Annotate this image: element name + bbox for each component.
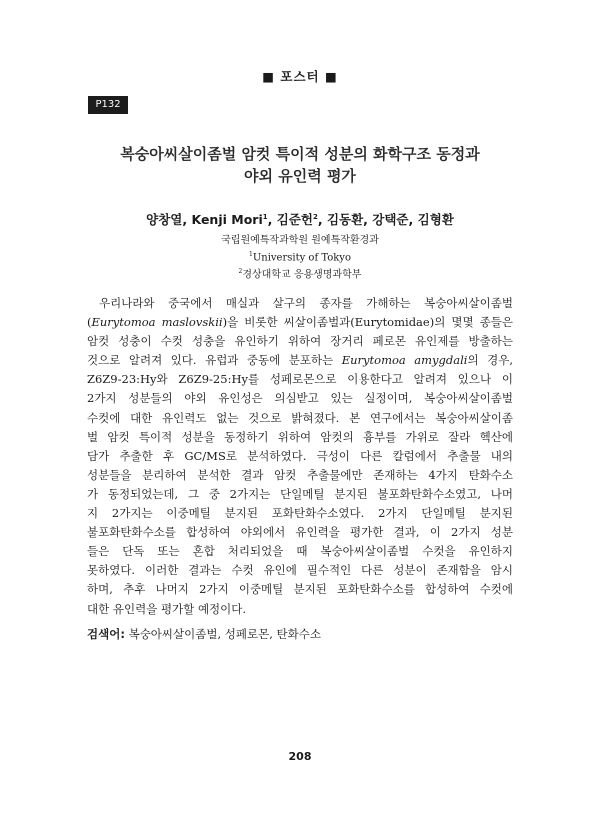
section-header: ■ 포스터 ■ — [262, 69, 338, 84]
abstract-text: 수컷에 대한 유인력도 없는 것으로 밝혀졌다. 본 연구에서는 복숭아씨살이좀 — [87, 410, 513, 425]
author-name: 강택준 — [372, 212, 409, 227]
abstract-line — [87, 351, 513, 370]
abstract-text: 2가지 성분들의 야외 유인성은 의심받고 있는 실정이며, 복숭아씨살이좀벌 — [87, 391, 513, 406]
paper-title — [0, 143, 600, 187]
abstract-text: 성분들을 분리하여 분석한 결과 암컷 추출물에만 존재하는 4가지 탄화수소 — [87, 467, 513, 482]
abstract-body — [87, 294, 513, 619]
affiliation-mark: 2 — [238, 268, 243, 276]
abstract-text: 벌 암컷 특이적 성분을 동정하기 위하여 암컷의 흉부를 가위로 잘라 헥산에 — [87, 429, 513, 444]
abstract-line — [87, 409, 513, 428]
keywords-label: 검색어: — [87, 627, 125, 641]
abstract-text: 가 동정되었는데, 그 중 2가지는 단일메틸 분지된 불포화탄화수소였고, 나머 — [87, 486, 513, 501]
abstract-line — [87, 313, 513, 332]
abstract-text: )을 비롯한 씨살이좀벌과(Eurytomidae)의 몇몇 종들은 — [222, 315, 513, 330]
abstract-text: 들은 단독 또는 혼합 처리되었을 때 복숭아씨살이좀벌 수컷을 유인하지 — [87, 544, 513, 559]
abstract-line — [87, 370, 513, 389]
abstract-text: 우리나라와 중국에서 매실과 살구의 종자를 가해하는 복숭아씨살이좀벌 — [99, 296, 513, 310]
abstract-text: 못하였다. 이러한 결과는 수컷 유인에 필수적인 다른 성분이 존재함을 암시 — [87, 563, 513, 578]
abstract-text: ( — [87, 315, 92, 330]
abstract-line — [87, 542, 513, 561]
abstract-line — [87, 600, 513, 619]
title-line-1: 복숭아씨살이좀벌 암컷 특이적 성분의 화학구조 동정과 — [120, 145, 480, 163]
species-name: Eurytomoa maslovskii — [91, 315, 223, 330]
abstract-line — [87, 523, 513, 542]
author-list: 양창열, Kenji Mori$^1$, 김준헌$^2$, 김동환, 강택준, 김형환 — [146, 212, 454, 227]
abstract-text: 담가 추출한 후 GC/MS로 분석하였다. 극성이 다른 칼럼에서 추출물 내의 — [87, 448, 513, 463]
affiliation-mark: 1 — [249, 251, 253, 258]
author-name: Kenji Mori — [191, 212, 263, 227]
affiliation-line: $^2$경상대학교 응용생명과학부 — [238, 268, 362, 281]
abstract-line — [87, 504, 513, 523]
author-affiliation-mark: 1 — [262, 212, 268, 221]
abstract-text: 암컷 성충이 수컷 성충을 유인하기 위하여 장거리 페로몬 유인제를 방출하는 — [87, 334, 513, 349]
title-line-2: 야외 유인력 평가 — [244, 167, 356, 185]
author-name: 양창열 — [146, 212, 183, 227]
species-name: Eurytomoa amygdali — [341, 353, 468, 368]
author-affiliation-mark: 2 — [312, 212, 318, 221]
abstract-line — [87, 561, 513, 580]
abstract-text: 대한 유인력을 평가할 예정이다. — [87, 601, 247, 616]
abstract-text: 지 2가지는 이중메틸 분지된 포화탄화수소였다. 2가지 단일메틸 분지된 — [87, 506, 513, 521]
affiliation-line: 국립원예특작과학원 원예특작환경과 — [221, 235, 379, 246]
abstract-text: Z6Z9-23:Hy와 Z6Z9-25:Hy를 성페로몬으로 이용한다고 알려져 있으나 이 — [87, 372, 513, 387]
abstract-line — [87, 332, 513, 351]
abstract-text: 것으로 알려져 있다. 유럽과 중동에 분포하는 — [87, 353, 342, 368]
abstract-text: 의 경우, — [467, 353, 513, 368]
author-name: 김형환 — [417, 212, 454, 227]
author-name: 김준헌 — [276, 212, 313, 227]
abstract-line — [87, 447, 513, 466]
abstract-line — [87, 466, 513, 485]
abstract-text: 하며, 추후 나머지 2가지 이중메틸 분지된 포화탄화수소를 합성하여 수컷에 — [87, 582, 513, 597]
abstract-line — [87, 580, 513, 599]
affiliation-line: $^1$University of Tokyo — [249, 251, 351, 264]
keywords-text: 복숭아씨살이좀벌, 성페로몬, 탄화수소 — [124, 627, 321, 641]
abstract-line — [87, 485, 513, 504]
author-name: 김동환 — [326, 212, 364, 227]
poster-id-badge: P132 — [88, 96, 128, 114]
affiliation-list — [0, 234, 600, 283]
keywords — [87, 626, 513, 642]
abstract-line — [87, 428, 513, 447]
abstract-text: 불포화탄화수소를 합성하여 야외에서 유인력을 평가한 결과, 이 2가지 성분 — [87, 525, 513, 540]
abstract-line — [87, 389, 513, 408]
page-number: 208 — [288, 750, 312, 763]
abstract-line — [87, 294, 513, 313]
